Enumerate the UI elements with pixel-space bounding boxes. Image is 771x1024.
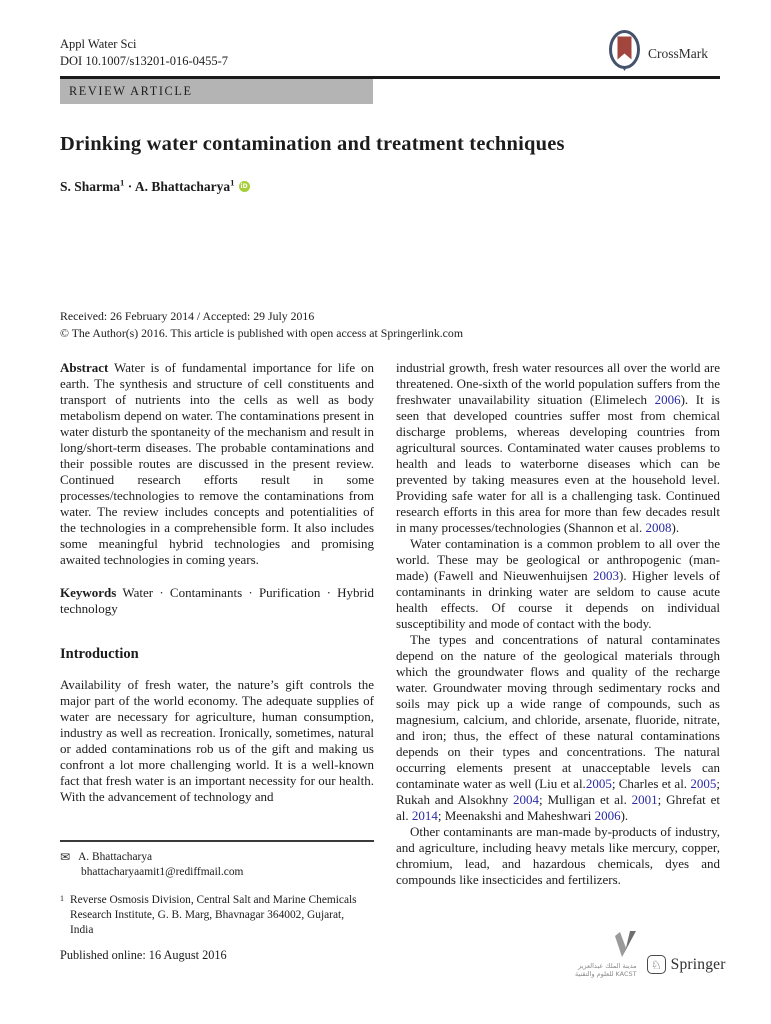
footnote-rule <box>60 840 374 842</box>
article-type-banner: REVIEW ARTICLE <box>60 79 373 104</box>
affiliation-row <box>60 893 374 938</box>
article-title: Drinking water contamination and treatment techniques <box>60 133 565 155</box>
body-paragraph: Water contamination is a common problem to all over the world. These may be geological or anthropogenic (man-made) (Fawell and Nieuwenhuijsen 2003). Higher levels of contaminants in drinking water are seldom to cause acute health effects. Of course it depends on individual susceptibility and mode of contact with the body. <box>396 536 720 631</box>
affiliation-text: Reverse Osmosis Division, Central Salt and Marine Chemicals Research Institute, G. B. Marg, Bhavnagar 364002, Gujarat, India <box>70 894 357 936</box>
correspondence-email[interactable]: bhattacharyaamit1@rediffmail.com <box>81 866 244 878</box>
kacst-text-line2: للعلوم والتقنية KACST <box>575 969 637 978</box>
introduction-paragraph: Availability of fresh water, the nature’s gift controls the major part of the world economy. The adequate supplies of water are necessary for agriculture, human consumption, industry as well as recreation. Ironically, sometimes, natural or added contaminations rob us of the gift and making us confront a lot more challenging world. It is a well-known fact that fresh water is an important necessity for our health. With the advancement of technology and <box>60 677 374 804</box>
received-accepted-line: Received: 26 February 2014 / Accepted: 29 July 2016 <box>60 309 315 323</box>
journal-name: Appl Water Sci <box>60 37 137 51</box>
author-names: S. Sharma$^1$ · A. Bhattacharya$^1$ <box>60 177 235 194</box>
citation-link[interactable]: 2008 <box>645 520 672 535</box>
copyright-line: © The Author(s) 2016. This article is published with open access at Springerlink.com <box>60 325 463 340</box>
crossmark-label: CrossMark <box>648 45 708 61</box>
authors-line <box>60 179 250 195</box>
citation-link[interactable]: 2005 <box>690 776 717 791</box>
body-paragraph: Other contaminants are man-made by-products of industry, and agriculture, including heavy metals like mercury, copper, chromium, lead, and hazardous chemicals, dyes and compounds like insecticides and fertilizers. <box>396 824 720 887</box>
crossmark-icon <box>608 30 641 77</box>
right-column <box>396 360 720 888</box>
left-column <box>60 360 374 805</box>
citation-link[interactable]: 2004 <box>513 792 540 807</box>
kacst-text-line1: مدينة الملك عبدالعزيز <box>578 962 637 970</box>
citation-link[interactable]: 2005 <box>585 776 612 791</box>
journal-doi: DOI 10.1007/s13201-016-0455-7 <box>60 54 229 68</box>
springer-logo <box>647 955 726 978</box>
citation-link[interactable]: 2014 <box>411 808 438 823</box>
journal-header <box>60 36 228 70</box>
springer-label: Springer <box>670 955 726 973</box>
section-heading-introduction: Introduction <box>60 646 139 662</box>
orcid-icon[interactable]: iD <box>240 183 248 190</box>
kacst-logo <box>575 930 637 978</box>
footnote-block <box>60 840 374 938</box>
body-paragraph: The types and concentrations of natural contaminates depend on the nature of the geological materials through which the groundwater flows and quality of the recharge water. Groundwater moving through sedimentary rocks and soils may pick up a wide range of compounds, such as magnesium, calcium, and chloride, arsenate, fluoride, nitrate, and iron; thus, the effect of these natural contaminations depends on their types and concentrations. The natural occurring elements present at unacceptable levels can contaminate water as well (Liu et al.2005; Charles et al. 2005; Rukah and Alsokhny 2004; Mulligan et al. 2001; Ghrefat et al. 2014; Meenakshi and Maheshwari 2006). <box>396 632 721 823</box>
footer-logos <box>575 930 726 978</box>
envelope-icon: ✉ <box>60 850 71 864</box>
citation-link[interactable]: 2001 <box>631 792 658 807</box>
springer-horse-icon: ♘ <box>647 955 666 974</box>
correspondence-row <box>60 850 374 865</box>
citation-link[interactable]: 2006 <box>654 392 681 407</box>
affiliation-marker: 1 <box>60 894 64 903</box>
kacst-checkmark-icon <box>613 930 637 963</box>
crossmark-badge[interactable] <box>608 30 708 77</box>
keywords-line: Keywords Water · Contaminants · Purification · Hybrid technology <box>60 585 374 616</box>
body-paragraph: industrial growth, fresh water resources all over the world are threatened. One-sixth of the world population suffers from the freshwater unavailability situation (Elimelech 2006). It is seen that developed countries suffer most from chemical discharge problems, whereas developing countries from agricultural sources. Contaminated water causes problems to health and leads to waterborne diseases which can be prevented by taking measures even at the household level. Providing safe water for all is a challenging task. Continued research efforts in this area for more than few decades result in many processes/technologies (Shannon et al. 2008). <box>396 360 720 535</box>
correspondence-name: A. Bhattacharya <box>78 851 153 863</box>
citation-link[interactable]: 2006 <box>594 808 621 823</box>
published-online-line: Published online: 16 August 2016 <box>60 948 227 962</box>
dates-block <box>60 308 463 341</box>
citation-link[interactable]: 2003 <box>593 568 619 583</box>
abstract-paragraph: Abstract Water is of fundamental importance for life on earth. The synthesis and structure of cell constituents and transport of nutrients into the cells as well as body metabolism depend on water. The contaminations present in water disturb the spontaneity of the mechanism and result in long/short-term diseases. The probable contaminations and their possible routes are discussed in the present review. Continued research efforts result in some processes/technologies to remove the contaminations from water. The review includes concepts and potentialities of the technologies in a comprehensible form. It also includes some meaningful hybrid technologies and promising awaited technologies in coming years. <box>60 360 374 567</box>
